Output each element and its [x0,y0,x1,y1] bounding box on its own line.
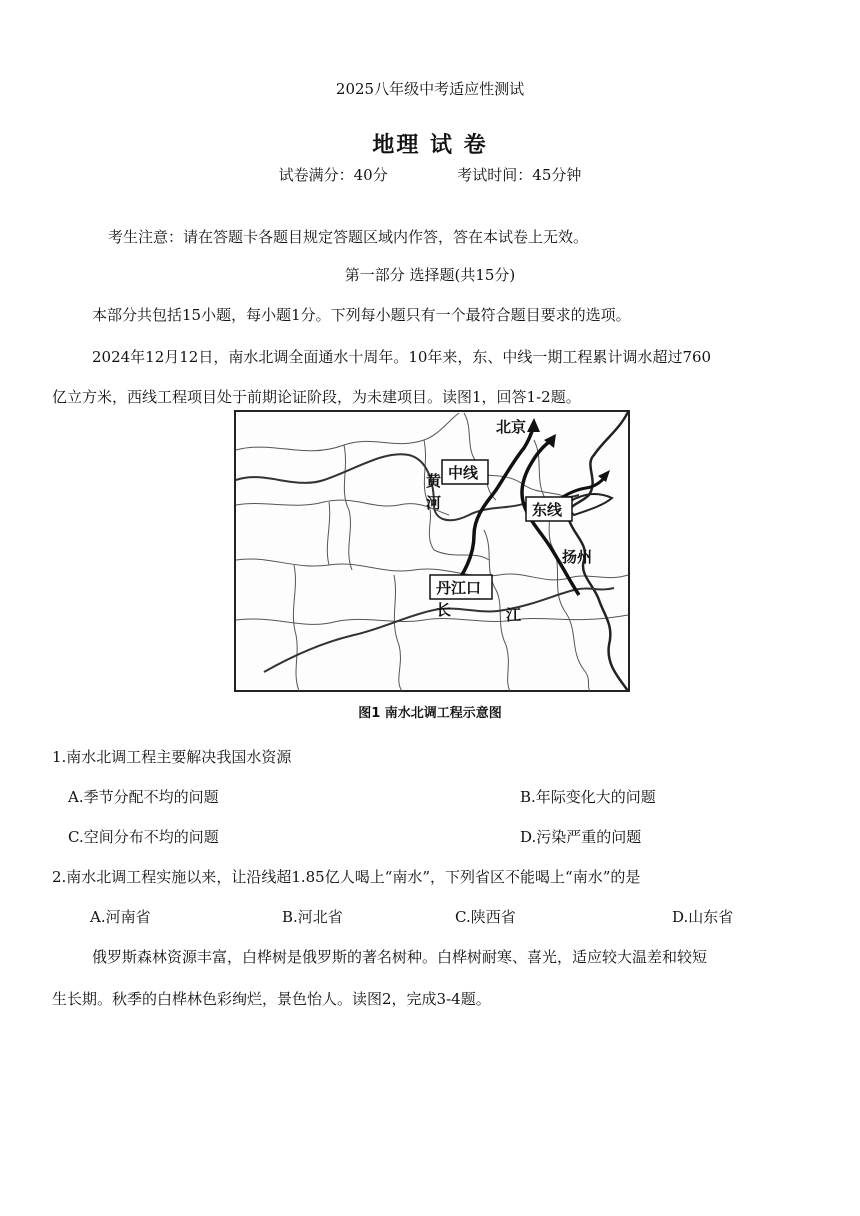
passage2-line1: 俄罗斯森林资源丰富，白桦树是俄罗斯的著名树种。白桦树耐寒、喜光，适应较大温差和较短 [92,948,708,966]
full-score: 试卷满分：40分 [278,166,388,184]
question1-option-b: B.年际变化大的问题 [520,788,656,806]
exam-time: 考试时间：45分钟 [457,166,582,184]
question1-option-d: D.污染严重的问题 [520,828,642,846]
label-beijing: 北京 [496,418,527,436]
label-east-route: 东线 [532,501,563,519]
figure1-caption: 图1 南水北调工程示意图 [358,706,502,721]
label-yangzhou: 扬州 [562,548,593,566]
exam-notice: 考生注意：请在答题卡各题目规定答题区域内作答，答在本试卷上无效。 [108,228,589,246]
subject-title: 地理 试 卷 [372,132,488,158]
passage1-line2: 亿立方米，西线工程项目处于前期论证阶段，为未建项目。读图1，回答1-2题。 [52,388,581,406]
exam-meta [0,164,860,185]
question2-option-d: D.山东省 [672,908,734,926]
label-middle-route: 中线 [448,464,479,482]
question2-stem: 2.南水北调工程实施以来，让沿线超1.85亿人喝上“南水”，下列省区不能喝上“南水”的是 [52,868,641,886]
part1-title: 第一部分 选择题(共15分) [344,266,516,284]
label-danjiangkou: 丹江口 [436,579,482,597]
passage2-line2: 生长期。秋季的白桦林色彩绚烂，景色怡人。读图2，完成3-4题。 [52,990,491,1008]
label-yangtze-1: 长 [436,601,452,619]
question2-option-a: A.河南省 [90,908,151,926]
label-yellow-river-2: 河 [426,494,442,512]
question1-option-a: A.季节分配不均的问题 [68,788,219,806]
question2-option-b: B.河北省 [282,908,343,926]
map-svg [234,410,630,692]
label-yellow-river-1: 黄 [426,472,442,490]
part1-instructions: 本部分共包括15小题，每小题1分。下列每小题只有一个最符合题目要求的选项。 [92,306,631,324]
question2-option-c: C.陕西省 [455,908,516,926]
question1-option-c: C.空间分布不均的问题 [68,828,219,846]
label-yangtze-2: 江 [506,606,522,624]
exam-name: 2025八年级中考适应性测试 [335,80,525,98]
question1-stem: 1.南水北调工程主要解决我国水资源 [52,748,292,766]
figure1-map [234,410,630,692]
passage1-line1: 2024年12月12日，南水北调全面通水十周年。10年来，东、中线一期工程累计调水超过760 [92,348,712,366]
